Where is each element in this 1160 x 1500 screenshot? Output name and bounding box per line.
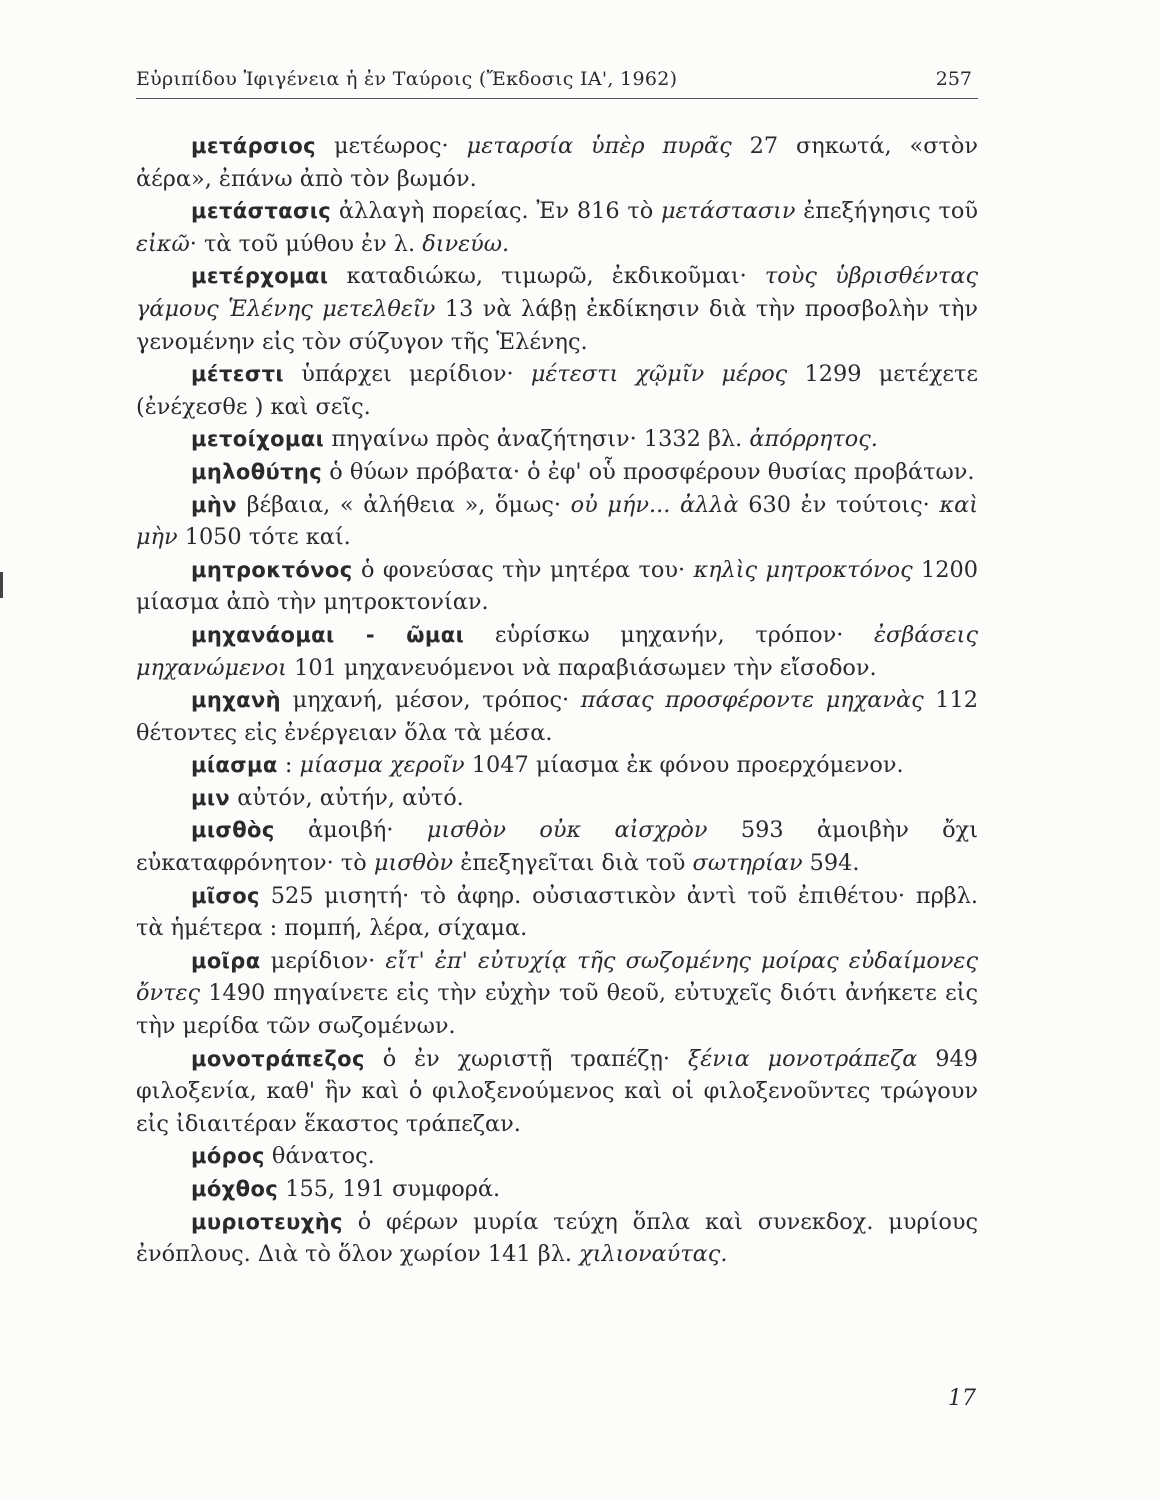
glossary-entry xyxy=(136,260,978,358)
glossary-entry xyxy=(136,814,978,879)
entry-headword: μῖσος xyxy=(191,883,260,908)
glossary-entry xyxy=(136,782,978,815)
entry-definition: 13 νὰ λάβῃ ἐκδίκησιν διὰ τὴν προσβολὴν τὴν γενομένην εἰς τὸν σύζυγον τῆς Ἑλένης. xyxy=(136,295,978,355)
running-header xyxy=(136,68,978,99)
entry-citation: οὐ μήν... ἀλλὰ xyxy=(570,491,739,518)
entry-citation: ἐσβάσεις μηχανώμενοι xyxy=(136,621,978,681)
glossary-entry xyxy=(136,554,978,619)
glossary-entry xyxy=(136,1206,978,1271)
entry-definition: ὁ φέρων μυρία τεύχη ὅπλα καὶ συνεκδοχ. μυρίους ἐνόπλους. Διὰ τὸ ὅλον χωρίον 141 βλ. xyxy=(136,1208,978,1268)
glossary-entry xyxy=(136,1140,978,1173)
entry-citation: εἴτ' ἐπ' εὐτυχίᾳ τῆς σωζομένης μοίρας εὐδαίμονες ὄντες xyxy=(136,947,978,1007)
entry-citation: μέτεστι χῷμῖν μέρος xyxy=(530,361,788,388)
entry-citation: χιλιοναύτας. xyxy=(579,1241,728,1268)
entry-definition: 594. xyxy=(802,850,860,877)
entry-definition: ὁ φονεύσας τὴν μητέρα του· xyxy=(352,556,694,583)
entry-citation: μίασμα χεροῖν xyxy=(299,752,465,779)
entry-headword: μηλοθύτης xyxy=(191,459,323,484)
entry-definition: εὑρίσκω μηχανήν, τρόπον· xyxy=(464,621,875,648)
entry-citation: δινεύω. xyxy=(422,230,510,257)
entry-definition: ὑπάρχει μερίδιον· xyxy=(283,361,531,388)
glossary-entry xyxy=(136,423,978,456)
entry-citation: μεταρσία ὑπὲρ πυρᾶς xyxy=(466,133,732,159)
glossary-entry xyxy=(136,1043,978,1141)
entry-headword: μετάρσιος xyxy=(191,134,317,158)
glossary-entry xyxy=(136,880,978,945)
entry-definition: 1050 τότε καί. xyxy=(177,524,351,551)
entry-definition: ἐπεξηγεῖται διὰ τοῦ xyxy=(453,850,693,877)
entry-definition: βέβαια, « ἀλήθεια », ὅμως· xyxy=(236,491,571,518)
entry-citation: τοὺς ὑβρισθέντας γάμους Ἑλένης μετελθεῖν xyxy=(136,263,979,322)
entry-citation: σωτηρίαν xyxy=(692,850,803,877)
entry-headword: μόρος xyxy=(191,1144,265,1169)
entry-definition: 630 ἐν τούτοις· xyxy=(738,491,940,518)
entry-citation: μισθὸν οὐκ αἰσχρὸν xyxy=(426,817,708,844)
entry-headword: μισθὸς xyxy=(191,818,275,843)
entry-citation: μετάστασιν xyxy=(660,198,796,225)
entry-headword: μιν xyxy=(191,785,231,810)
entry-headword: μητροκτόνος xyxy=(191,557,353,582)
glossary-entries xyxy=(136,130,978,1271)
entry-definition: 1200 μίασμα ἀπὸ τὴν μητροκτονίαν. xyxy=(136,556,979,616)
entry-definition: αὐτόν, αὐτήν, αὐτό. xyxy=(230,784,464,811)
glossary-entry xyxy=(136,619,978,684)
entry-definition: ἀμοιβή· xyxy=(274,817,427,844)
glossary-entry xyxy=(136,358,978,423)
entry-definition: μερίδιον· xyxy=(260,947,386,974)
signature-mark: 17 xyxy=(948,1386,976,1411)
entry-headword: μηχανάομαι - ῶμαι xyxy=(191,622,465,647)
entry-definition: 112 θέτοντες εἰς ἐνέργειαν ὅλα τὰ μέσα. xyxy=(136,687,979,746)
entry-definition: καταδιώκω, τιμωρῶ, ἐκδικοῦμαι· xyxy=(328,263,765,290)
entry-headword: μυριοτευχὴς xyxy=(191,1209,343,1234)
glossary-entry xyxy=(136,1173,978,1206)
entry-definition: · τὰ τοῦ μύθου ἐν λ. xyxy=(189,230,423,257)
entry-definition: ὁ θύων πρόβατα· ὁ ἐφ' οὗ προσφέρουν θυσίας προβάτων. xyxy=(322,458,975,485)
entry-definition: 525 μισητή· τὸ ἀφηρ. οὐσιαστικὸν ἀντὶ τοῦ ἐπιθέτου· πρβλ. τὰ ἡμέτερα : πομπή, λέρα, σίχαμα. xyxy=(136,882,978,942)
entry-definition: ἐπεξήγησις τοῦ xyxy=(795,198,978,225)
glossary-entry xyxy=(136,749,978,782)
entry-definition: ἀλλαγὴ πορείας. Ἐν 816 τὸ xyxy=(331,198,661,225)
entry-headword: μετοίχομαι xyxy=(191,427,325,452)
entry-definition: 1047 μίασμα ἐκ φόνου προερχόμενον. xyxy=(464,752,904,779)
entry-definition: πηγαίνω πρὸς ἀναζήτησιν· 1332 βλ. xyxy=(324,426,750,453)
entry-definition: 101 μηχανευόμενοι νὰ παραβιάσωμεν τὴν εἴσοδον. xyxy=(286,654,877,681)
entry-citation: ξένια μονοτράπεζα xyxy=(687,1045,918,1072)
entry-definition: : xyxy=(277,752,300,779)
entry-citation: εἰκῶ xyxy=(136,230,190,257)
entry-headword: μοῖρα xyxy=(191,948,261,973)
entry-citation: καὶ μὴν xyxy=(136,491,978,551)
entry-headword: μέτεστι xyxy=(191,362,284,387)
entry-definition: 1490 πηγαίνετε εἰς τὴν εὐχὴν τοῦ θεοῦ, εὐτυχεῖς διότι ἀνήκετε εἰς τὴν μερίδα τῶν σωζομένων. xyxy=(136,980,978,1040)
entry-definition: μηχανή, μέσον, τρόπος· xyxy=(281,687,581,714)
entry-headword: μετάστασις xyxy=(191,199,332,224)
entry-definition: ὁ ἐν χωριστῇ τραπέζῃ· xyxy=(364,1045,688,1072)
glossary-entry xyxy=(136,195,978,260)
margin-mark xyxy=(0,572,3,598)
entry-definition: 27 σηκωτά, «στὸν ἀέρα», ἐπάνω ἀπὸ τὸν βωμόν. xyxy=(136,133,979,192)
entry-definition: 1299 μετέχετε (ἐνέχεσθε ) καὶ σεῖς. xyxy=(136,361,978,420)
entry-definition: θάνατος. xyxy=(264,1143,375,1170)
glossary-entry xyxy=(136,130,978,195)
entry-citation: πάσας προσφέροντε μηχανὰς xyxy=(580,687,924,714)
entry-headword: μετέρχομαι xyxy=(191,264,329,289)
entry-headword: μόχθος xyxy=(191,1177,279,1201)
entry-headword: μὴν xyxy=(191,492,237,517)
page-number: 257 xyxy=(935,68,972,90)
glossary-entry xyxy=(136,489,978,554)
glossary-entry xyxy=(136,684,978,749)
entry-headword: μίασμα xyxy=(191,753,278,778)
entry-citation: ἀπόρρητος. xyxy=(749,426,878,453)
entry-definition: 155, 191 συμφορά. xyxy=(278,1176,501,1202)
entry-headword: μονοτράπεζος xyxy=(191,1046,365,1071)
entry-headword: μηχανὴ xyxy=(191,688,282,713)
entry-citation: μισθὸν xyxy=(373,850,454,877)
entry-definition: 949 φιλοξενία, καθ' ἣν καὶ ὁ φιλοξενούμενος καὶ οἱ φιλοξενοῦντες τρώγουν εἰς ἰδιαιτέραν ἕκαστος τράπεζαν. xyxy=(136,1045,979,1137)
running-header-title: Εὐριπίδου Ἰφιγένεια ἡ ἐν Ταύροις (Ἔκδοσις ΙΑ', 1962) xyxy=(136,68,678,90)
glossary-entry xyxy=(136,945,978,1043)
entry-definition: 593 ἀμοιβὴν ὄχι εὐκαταφρόνητον· τὸ xyxy=(136,817,978,877)
entry-definition: μετέωρος· xyxy=(316,133,467,159)
entry-citation: κηλὶς μητροκτόνος xyxy=(693,556,913,583)
glossary-entry xyxy=(136,456,978,489)
